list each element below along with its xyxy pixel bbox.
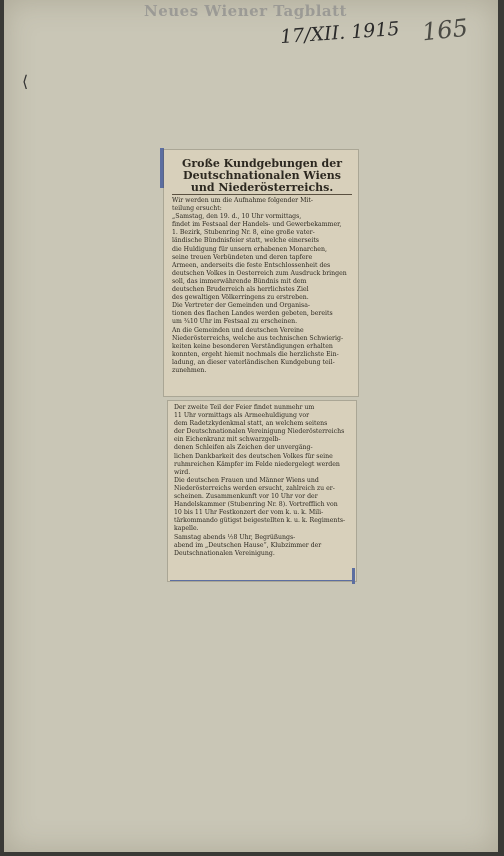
- text-line: 11 Uhr vormittags als Armeehuldigung vor: [174, 412, 310, 420]
- text-line: soll, das immerwährende Bündnis mit dem: [172, 277, 307, 285]
- clipping-article-2: [168, 401, 356, 581]
- handwritten-date: 17/XII. 1915: [279, 17, 401, 49]
- text-line: Deutschnationalen Vereinigung.: [174, 549, 275, 557]
- text-line: kapelle.: [174, 525, 199, 533]
- text-line: Wir werden um die Aufnahme folgender Mit-: [172, 197, 313, 204]
- text-line: teilung ersucht:: [172, 205, 222, 213]
- text-line: denen Schleifen als Zeichen der unvergäng-: [174, 444, 313, 452]
- article-2-body: [174, 404, 352, 558]
- text-line: Die Vertreter der Gemeinden und Organisa-: [172, 302, 310, 310]
- text-line: scheinen. Zusammenkunft vor 10 Uhr vor der: [174, 493, 318, 501]
- pencil-mark-right: [352, 568, 355, 584]
- text-line: abend im „Deutschen Hause“, Klubzimmer der: [174, 541, 322, 549]
- text-line: keiten keine besonderen Verständigungen erhalten: [172, 342, 333, 350]
- text-line: Der zweite Teil der Feier findet nunmehr um: [174, 404, 315, 411]
- text-line: ein Eichenkranz mit schwarzgelb-: [174, 436, 281, 444]
- text-line: deutschen Volkes in Oesterreich zum Ausdruck bringen: [172, 269, 347, 277]
- text-line: dem Radetzkydenkmal statt, an welchem seitens: [174, 420, 328, 428]
- article-1-body: [172, 197, 352, 375]
- text-line: Die deutschen Frauen und Männer Wiens und: [174, 476, 319, 484]
- text-line: 10 bis 11 Uhr Festkonzert der vom k. u. k. Mili-: [174, 509, 324, 517]
- text-line: Niederösterreichs, welche aus technischen Schwierig-: [172, 334, 344, 342]
- text-line: zunehmen.: [172, 366, 207, 374]
- text-line: Niederösterreichs werden ersucht, zahlreich zu er-: [174, 484, 335, 492]
- text-line: Samstag abends ½8 Uhr, Begrüßungs-: [174, 533, 296, 541]
- text-line: findet im Festsaal der Handels- und Gewerbekammer,: [172, 221, 342, 229]
- clipping-article-1: [164, 150, 358, 396]
- text-line: die Huldigung für unsern erhabenen Monarchen,: [172, 245, 327, 253]
- title-divider: [172, 194, 352, 195]
- newspaper-name: Neues Wiener Tagblatt: [144, 2, 347, 20]
- text-line: tärkommando gütigst beigestellten k. u. k. Regiments-: [174, 517, 346, 525]
- text-line: Handelskammer (Stubenring Nr. 8). Vortrefflich von: [174, 501, 338, 509]
- article-title: Große Kundgebungen der Deutschnationalen Wiens und Niederösterreichs.: [181, 157, 343, 194]
- text-line: um ¾10 Uhr im Festsaal zu erscheinen.: [172, 318, 298, 326]
- text-line: wird.: [174, 468, 191, 476]
- pencil-mark-bottom: [170, 580, 354, 581]
- text-line: ländische Bündnisfeier statt, welche einerseits: [172, 237, 319, 245]
- text-line: konnten, ergeht hiemit nochmals die herzlichste Ein-: [172, 350, 339, 358]
- text-line: des gewaltigen Völkerringens zu erstreben.: [172, 294, 309, 302]
- text-line: ruhmreichen Kämpfer im Felde niedergelegt werden: [174, 460, 340, 468]
- text-line: An die Gemeinden und deutschen Vereine: [172, 326, 304, 334]
- text-line: tionen des flachen Landes werden gebeten, bereits: [172, 310, 333, 318]
- text-line: ladung, an dieser vaterländischen Kundgebung teil-: [172, 358, 335, 366]
- text-line: Armeen, anderseits die feste Entschlossenheit des: [172, 261, 331, 269]
- text-line: der Deutschnationalen Vereinigung Niederösterreichs: [174, 428, 345, 436]
- text-line: „Samstag, den 19. d., 10 Uhr vormittags,: [172, 213, 302, 221]
- text-line: seine treuen Verbündeten und deren tapfere: [172, 253, 313, 261]
- margin-mark-icon: ⟨: [22, 72, 29, 91]
- page-number: 165: [420, 13, 470, 47]
- text-line: lichen Dankbarkeit des deutschen Volkes für seine: [174, 452, 333, 460]
- text-line: 1. Bezirk, Stubenring Nr. 8, eine große vater-: [172, 229, 315, 237]
- text-line: deutschen Bruderreich als herrlichstes Ziel: [172, 286, 309, 294]
